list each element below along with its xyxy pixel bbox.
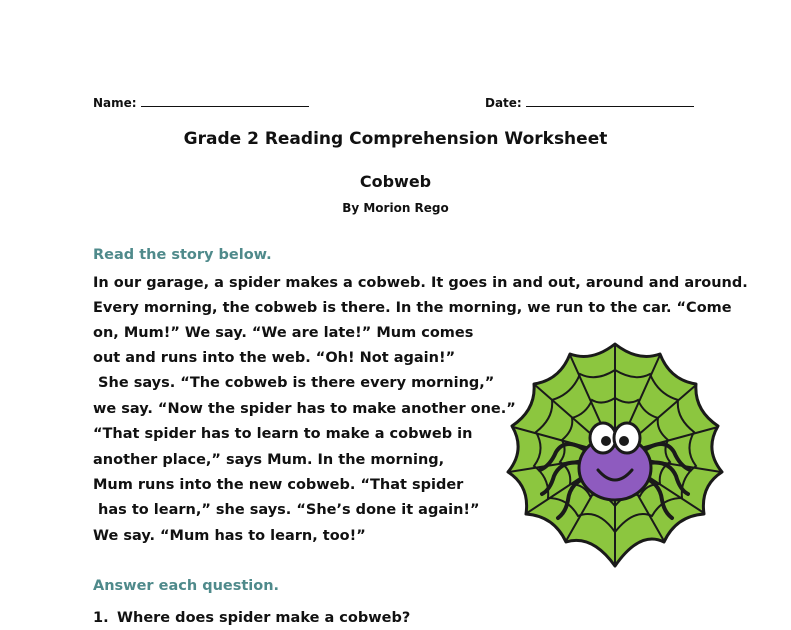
name-field[interactable] <box>93 94 309 110</box>
story-line: Every morning, the cobweb is there. In the morning, we run to the car. “Come <box>93 300 732 316</box>
read-instruction: Read the story below. <box>93 247 272 263</box>
story-line: We say. “Mum has to learn, too!” <box>93 528 366 544</box>
question-item <box>93 610 410 626</box>
story-line: out and runs into the web. “Oh! Not again!” <box>93 350 456 366</box>
story-line: Mum runs into the new cobweb. “That spider <box>93 477 464 493</box>
worksheet-title: Grade 2 Reading Comprehension Worksheet <box>183 129 608 149</box>
story-line: In our garage, a spider makes a cobweb. It goes in and out, around and around. <box>93 275 748 291</box>
story-line: She says. “The cobweb is there every morning,” <box>93 375 495 391</box>
story-line: on, Mum!” We say. “We are late!” Mum comes <box>93 325 474 341</box>
spider-on-cobweb-icon <box>500 340 730 572</box>
date-label: Date: <box>485 96 522 110</box>
date-blank[interactable] <box>526 94 694 107</box>
answer-instruction: Answer each question. <box>93 578 280 594</box>
story-line: has to learn,” she says. “She’s done it again!” <box>93 502 480 518</box>
name-label: Name: <box>93 96 137 110</box>
story-title: Cobweb <box>359 172 432 191</box>
question-text: Where does spider make a cobweb? <box>117 610 411 626</box>
date-field[interactable] <box>485 94 694 110</box>
story-author: By Morion Rego <box>342 201 449 215</box>
name-blank[interactable] <box>141 94 309 107</box>
story-line: we say. “Now the spider has to make another one.” <box>93 401 516 417</box>
story-line: “That spider has to learn to make a cobweb in <box>93 426 473 442</box>
question-number: 1. <box>93 610 109 626</box>
story-line: another place,” says Mum. In the morning, <box>93 452 445 468</box>
